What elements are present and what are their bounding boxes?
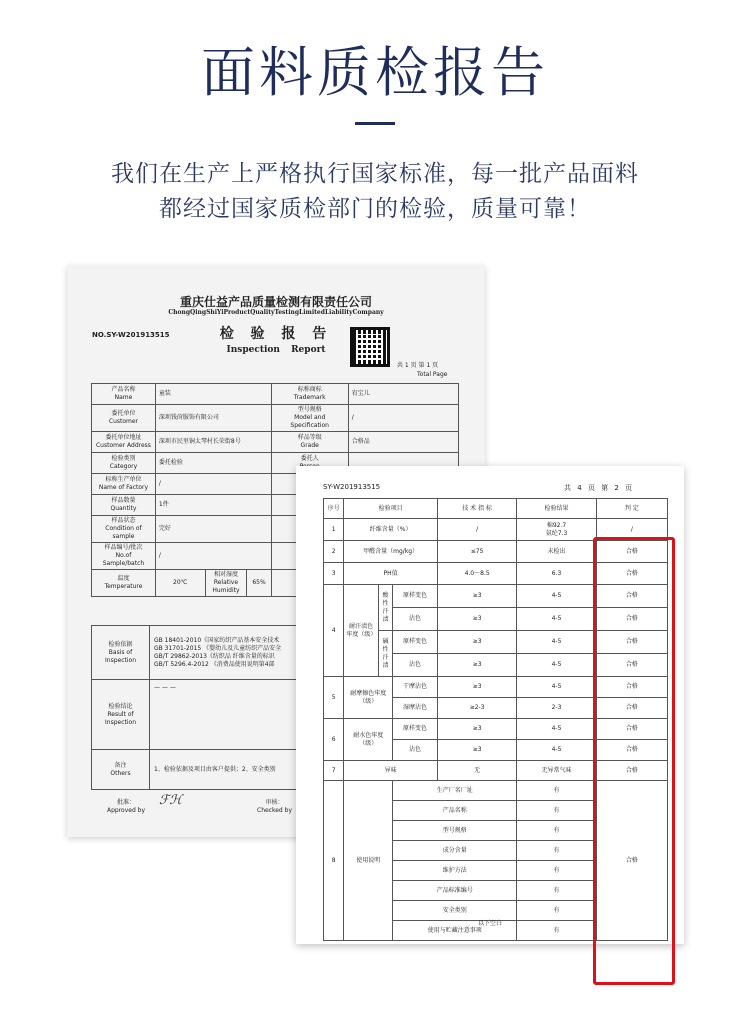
field-label: 委托单位地址 Customer Address bbox=[92, 432, 156, 453]
field-value: / bbox=[155, 543, 271, 570]
page-count: 共 4 页 第 2 页 bbox=[564, 484, 633, 492]
table-row: 检验依据 Basis of Inspection GB 18401-2010《国家纺织产品基本安全技术 GB 31701-2015 《婴幼儿及儿童纺织产品安全 GB/T 29862-2013《纺织品 纤维含量的标识 GB/T 5296.4-2012 《消费品使用说明第4部 bbox=[92, 626, 459, 680]
field-value: 宥宝儿 bbox=[348, 384, 458, 405]
approved-by-label: 批准： Approved by bbox=[107, 799, 146, 814]
page-title: 面料质检报告 bbox=[201, 41, 549, 104]
field-label: 样品等级 Grade bbox=[271, 432, 348, 453]
table-row: 2 甲醛含量（mg/kg） ≤75 未检出 合格 bbox=[324, 541, 668, 563]
field-value: 完好 bbox=[155, 516, 271, 543]
field-label: 样品数量 Quantity bbox=[92, 495, 156, 516]
approved-signature: ℱℋ bbox=[159, 793, 183, 808]
table-row: 备注 Others 1、检验依据及项目由客户提供；2、安全类别 bbox=[92, 750, 459, 790]
checked-by-label: 审核： Checked by bbox=[257, 799, 293, 814]
company-name: 重庆仕益产品质量检测有限责任公司 bbox=[179, 295, 372, 309]
table-row: 安全类别 有 bbox=[324, 901, 668, 921]
field-value: 委托检验 bbox=[155, 453, 271, 474]
field-value: / bbox=[348, 405, 458, 432]
subtitle-line-1: 我们在生产上严格执行国家标准，每一批产品面料 bbox=[111, 161, 639, 187]
table-row: 产品名称 有 bbox=[324, 801, 668, 821]
table-row: 维护方法 有 bbox=[324, 861, 668, 881]
table-row: 8 使用说明 生产厂名厂址 有 合格 bbox=[324, 781, 668, 801]
field-value: 童装 bbox=[155, 384, 271, 405]
table-row: 1 纤维含量（%） / 棉92.7 氨纶7.3 / bbox=[324, 519, 668, 541]
table-row: 4 耐汗渍色牢度（级） 酸性汗渍 原样变色 ≥3 4-5 合格 bbox=[324, 585, 668, 608]
field-label: 标称商标 Trademark bbox=[271, 384, 348, 405]
field-label: 样品状态 Condition of sample bbox=[92, 516, 156, 543]
table-row bbox=[92, 405, 459, 432]
field-value: 深圳市民里铜太琴村长荣街8号 bbox=[155, 432, 271, 453]
field-label: 委托单位 Customer bbox=[92, 405, 156, 432]
table-row: 产品标准编号 有 bbox=[324, 881, 668, 901]
company-name-en: ChongQingShiYiProductQualityTestingLimitedLiabilityCompany bbox=[168, 309, 384, 316]
title-divider bbox=[355, 122, 395, 125]
table-row: 沾色 ≥3 4-5 合格 bbox=[324, 740, 668, 761]
table-row: 7 异味 无 无异常气味 合格 bbox=[324, 761, 668, 781]
field-label: 型号规格 Model and Specification bbox=[271, 405, 348, 432]
table-header-row: 序号 检验项目 技 术 指 标 检验结果 判 定 bbox=[324, 499, 668, 519]
field-value: 合格品 bbox=[348, 432, 458, 453]
table-row: 3 PH值 4.0～8.5 6.3 合格 bbox=[324, 563, 668, 585]
qr-code-icon bbox=[350, 327, 390, 367]
table-row bbox=[92, 432, 459, 453]
subtitle-line-2: 都经过国家质检部门的检验，质量可靠！ bbox=[159, 196, 591, 222]
field-label: 产品名称 Name bbox=[92, 384, 156, 405]
table-row: 温度 Temperature 20℃ 相对湿度 Relative Humidity 65% bbox=[92, 570, 459, 597]
report-number: NO.SY-W201913515 bbox=[92, 331, 170, 339]
report-title-en: Inspection Report bbox=[226, 345, 326, 355]
judgement-highlight-box bbox=[593, 537, 675, 985]
table-row: 碱性汗渍 原样变色 ≥3 4-5 合格 bbox=[324, 631, 668, 654]
table-row: 5 耐摩擦色牢度（级） 干摩沾色 ≥3 4-5 合格 bbox=[324, 677, 668, 698]
table-row: 湿摩沾色 ≥2-3 2-3 合格 bbox=[324, 698, 668, 719]
table-row bbox=[92, 384, 459, 405]
table-row: 检验结论 Result of Inspection — — — bbox=[92, 680, 459, 750]
report-title: 检 验 报 告 bbox=[219, 326, 333, 342]
page-count: 共 1 页 第 1 页 Total Page bbox=[397, 362, 448, 378]
table-row: 使用与贮藏注意事项 有 bbox=[324, 921, 668, 941]
table-row: 沾色 ≥3 4-5 合格 bbox=[324, 654, 668, 677]
table-row: 成分含量 有 bbox=[324, 841, 668, 861]
field-label: 检验类别 Category bbox=[92, 453, 156, 474]
table-row: 沾色 ≥3 4-5 合格 bbox=[324, 608, 668, 631]
field-label: 委托人 bbox=[271, 453, 348, 474]
field-label: 样品编号/批次 No.of Sample/batch bbox=[92, 543, 156, 570]
blank-below-note: 以下空白 bbox=[477, 920, 502, 927]
field-label: 标称生产单位 Name of Factory bbox=[92, 474, 156, 495]
field-value: 1件 bbox=[155, 495, 271, 516]
table-row: 6 耐水色牢度（级） 原样变色 ≥3 4-5 合格 bbox=[324, 719, 668, 740]
field-value: / bbox=[155, 474, 271, 495]
table-row: 型号规格 有 bbox=[324, 821, 668, 841]
field-value: 深圳钱莳服饰有限公司 bbox=[155, 405, 271, 432]
report-number: SY-W201913515 bbox=[323, 483, 381, 491]
